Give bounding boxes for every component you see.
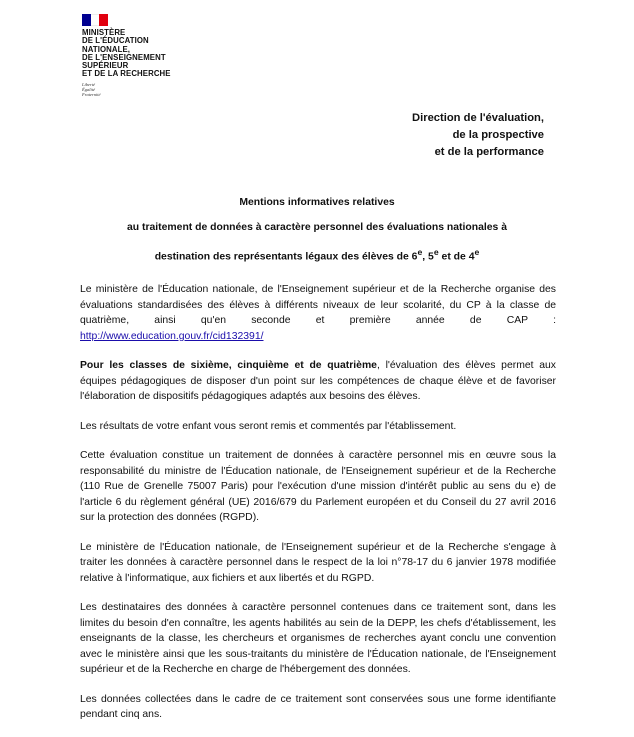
ministry-line: SUPÉRIEUR [82, 61, 129, 71]
ministry-line: DE L'ENSEIGNEMENT [82, 52, 166, 62]
ministry-line: NATIONALE, [82, 44, 131, 54]
paragraph-processing: Cette évaluation constitue un traitement de données à caractère personnel mis en œuvre sous la responsabilité du ministre de l'Éducation nationale, de l'Enseignement supérieur et de la Recherche (110 Rue de Grenelle 75007 Paris) pour l'exécution d'une mission d'intérêt public au sens du e) de l'article 6 du règlement général (UE) 2016/679 du Parlement européen et du Conseil du 27 avril 2016 sur la protection des données (RGPD). [80, 450, 556, 523]
paragraph-retention: Les données collectées dans le cadre de ce traitement sont conservées sous une forme identifiante pendant cinq ans. [80, 693, 556, 720]
evaluations-link[interactable]: http://www.education.gouv.fr/cid132391/ [80, 330, 264, 342]
direction-line: de la prospective [452, 129, 544, 141]
motto-line: Égalité [82, 86, 95, 92]
paragraph-classes [80, 358, 556, 405]
paragraph-results: Les résultats de votre enfant vous seront remis et commentés par l'établissement. [80, 420, 457, 432]
ministry-logo [82, 14, 212, 97]
document-body [80, 282, 556, 737]
ministry-line: MINISTÈRE [82, 28, 126, 37]
motto-line: Fraternité [82, 91, 101, 97]
ministry-line: ET DE LA RECHERCHE [82, 69, 171, 79]
paragraph-intro: Le ministère de l'Éducation nationale, de l'Enseignement supérieur et de la Recherche organise des évaluations standardisées des élèves à différents niveaux de leur scolarité, du CP à la classe de quatrième, ainsi qu'en seconde et première année de CAP : [80, 284, 556, 326]
title-line-3-text: destination des représentants légaux des élèves de 6 [154, 251, 418, 263]
republic-motto [82, 82, 212, 97]
direction-line: Direction de l'évaluation, [412, 112, 544, 124]
motto-line: Liberté [82, 81, 95, 87]
direction-line: et de la performance [434, 146, 544, 158]
title-line-1: Mentions informatives relatives [239, 197, 395, 208]
title-line-2: au traitement de données à caractère personnel des évaluations nationales à [127, 222, 507, 233]
document-title [40, 190, 594, 269]
direction-block [412, 110, 544, 161]
classes-bold: Pour les classes de sixième, cinquième et de quatrième [80, 360, 377, 371]
ministry-line: DE L'ÉDUCATION [82, 36, 149, 46]
paragraph-commitment: Le ministère de l'Éducation nationale, de l'Enseignement supérieur et de la Recherche s'engage à traiter les données à caractère personnel dans le respect de la loi n°78-17 du 6 janvier 1978 modifiée relative à l'informatique, aux fichiers et aux libertés et du RGPD. [80, 541, 556, 584]
paragraph-intro-link [80, 329, 556, 345]
superscript: e [433, 247, 439, 257]
title-sep: , 5 [422, 251, 434, 263]
title-line-3 [40, 240, 594, 269]
superscript: e [474, 247, 480, 257]
paragraph-recipients: Les destinataires des données à caractère personnel contenues dans ce traitement sont, dans les limites du besoin d'en connaître, les agents habilités au sein de la DEPP, les chefs d'établissement, les enseignants de la classe, les chercheurs et organismes de recherches ayant conclu une convention avec le ministère ainsi que les sous-traitants du ministère de l'Éducation nationale, de l'Enseignement supérieur et de la Recherche en charge de l'hébergement des données. [80, 602, 556, 675]
french-flag-icon [82, 14, 108, 26]
superscript: e [417, 247, 423, 257]
ministry-name [82, 29, 212, 79]
classes-text: , l'évaluation des élèves permet aux équipes pédagogiques de disposer d'un point sur les compétences de chaque élève et de favoriser l'élaboration de dispositifs pédagogiques adaptés aux besoins des élèves. [80, 360, 556, 402]
title-sep: et de 4 [438, 251, 475, 263]
